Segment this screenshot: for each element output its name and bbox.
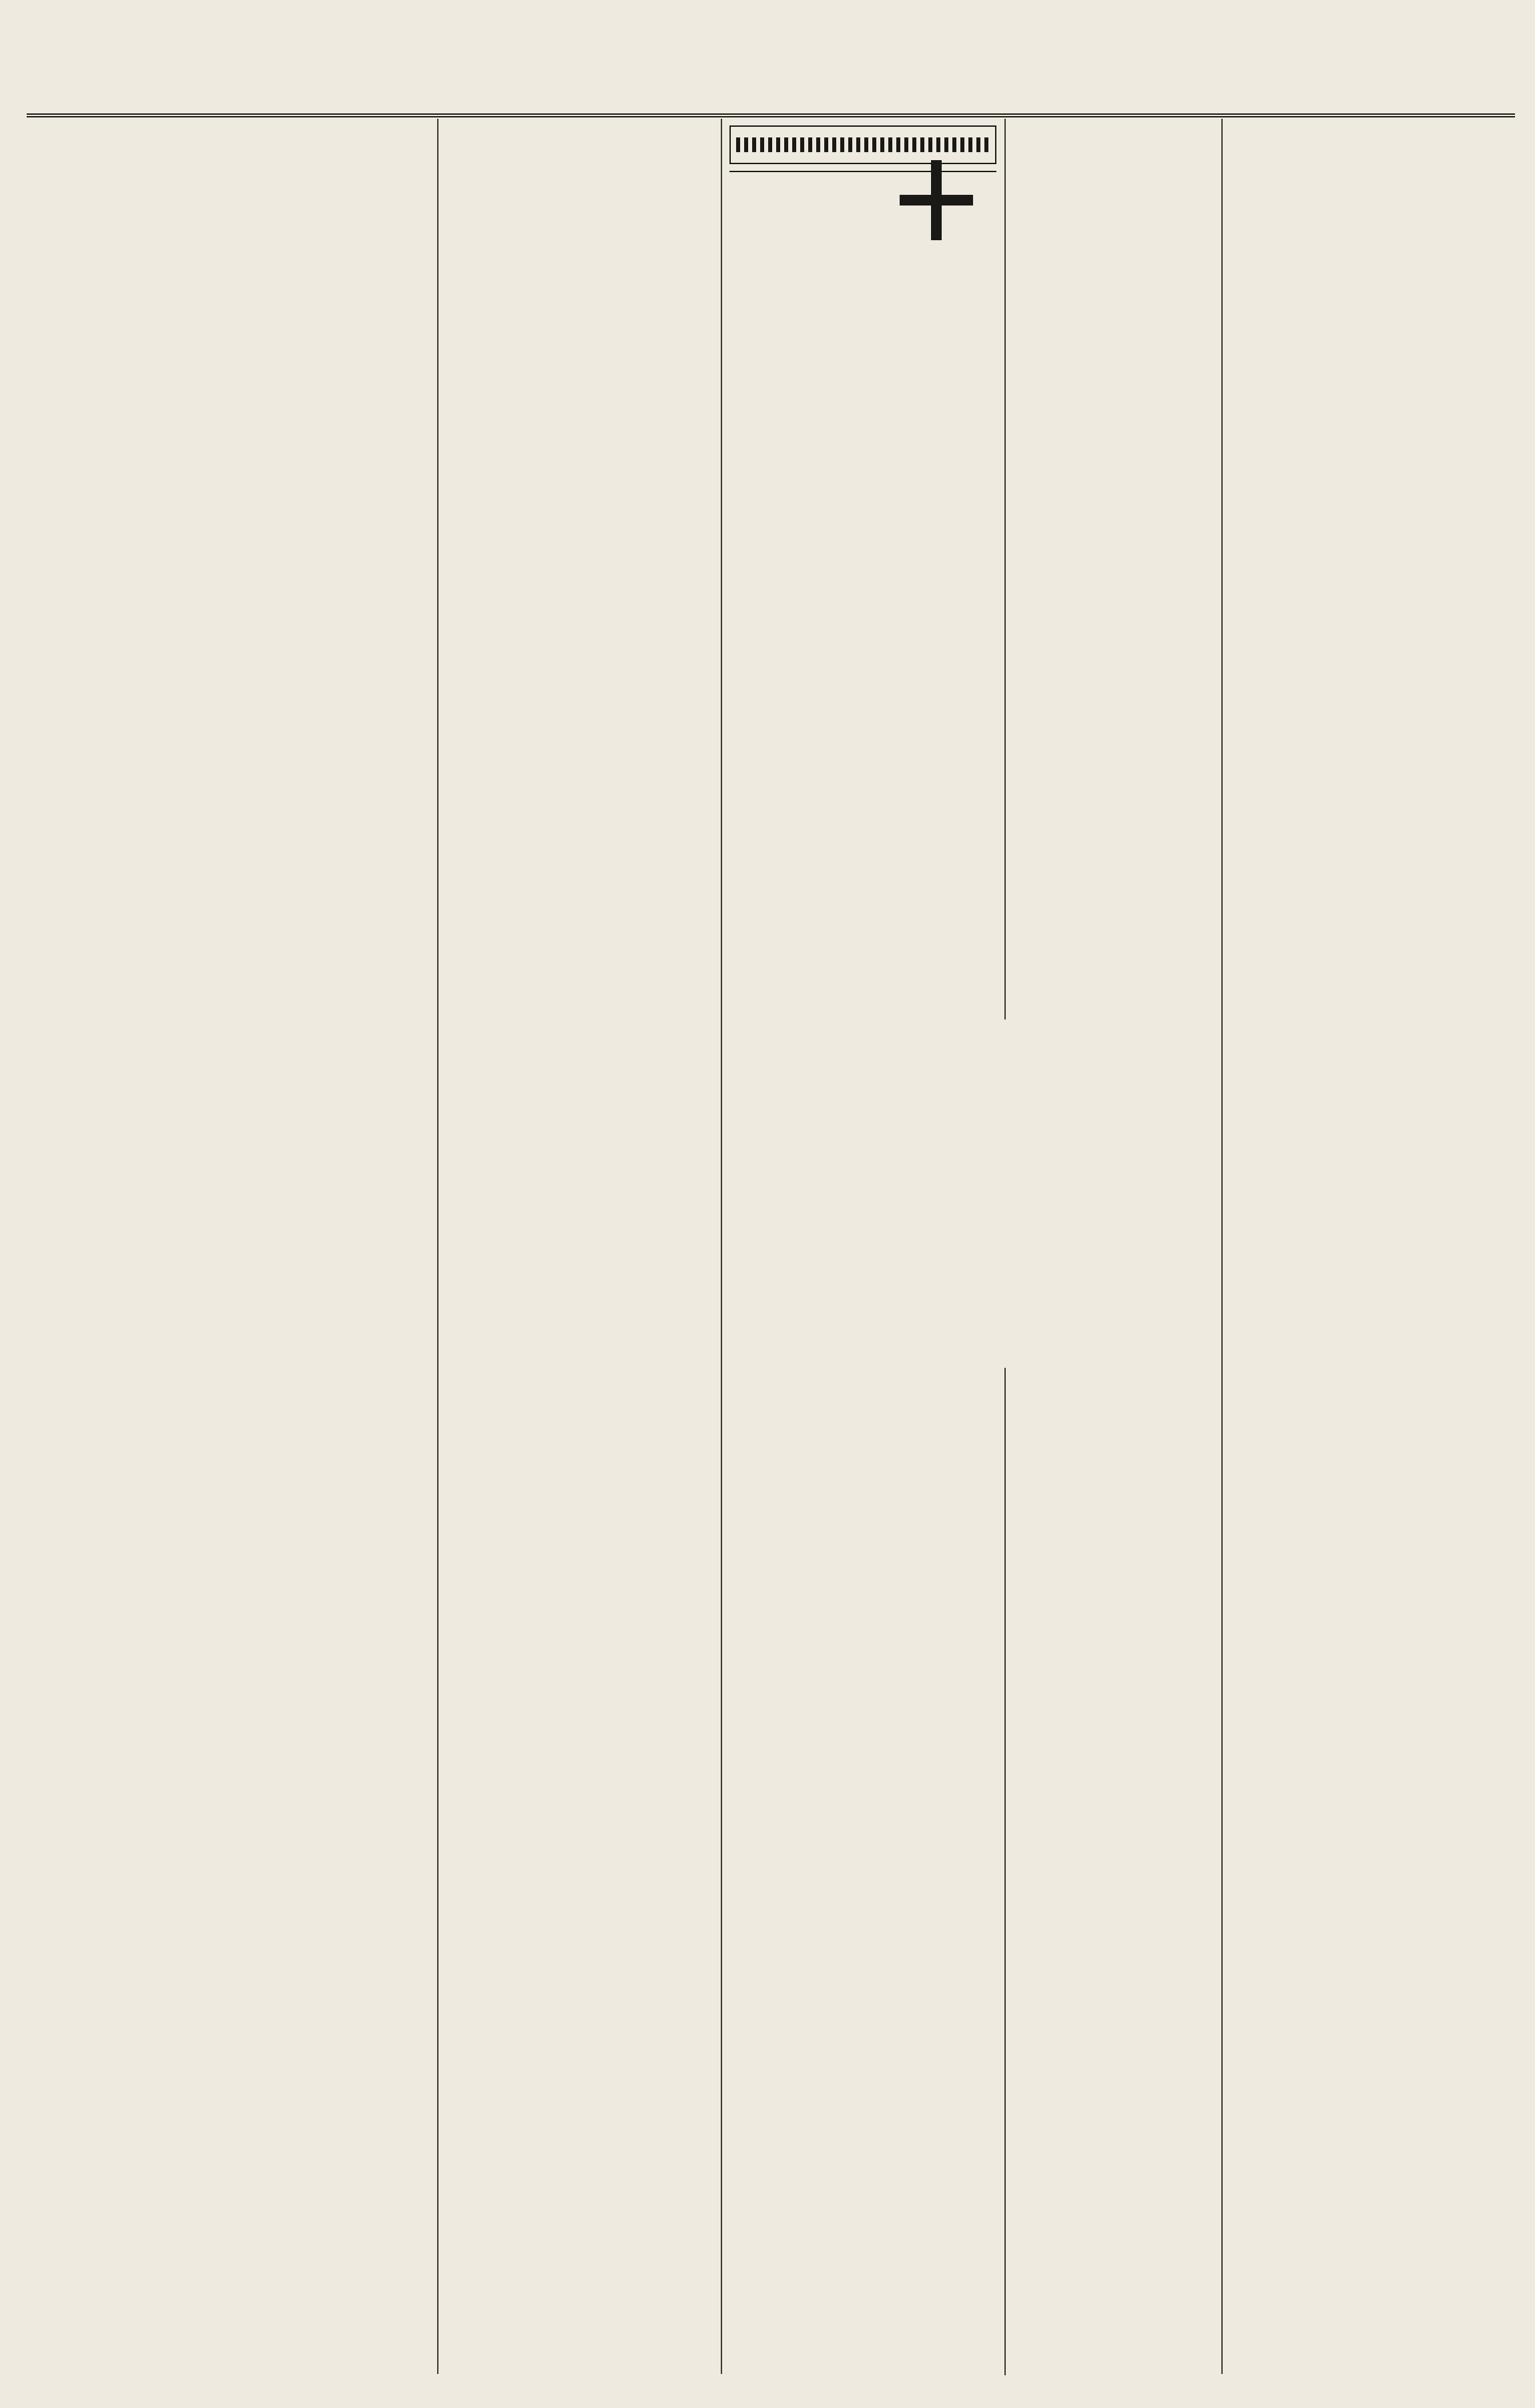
column-rule [437, 119, 438, 2374]
column-rule [1004, 119, 1006, 1020]
doctor-advertisement [729, 125, 996, 164]
article-column-3 [729, 119, 996, 2384]
article-spanjol-continuation [1013, 119, 1213, 939]
article-provinciale-raad-cont [446, 394, 713, 2385]
ad-border-ornament [736, 137, 990, 152]
article-provinciale-raad [27, 237, 427, 2385]
column-rule [721, 119, 722, 2374]
column-rule [1221, 119, 1223, 2374]
header-rule [27, 67, 1515, 117]
cross-icon-bar [900, 195, 973, 206]
column-rule [1004, 1368, 1006, 2375]
